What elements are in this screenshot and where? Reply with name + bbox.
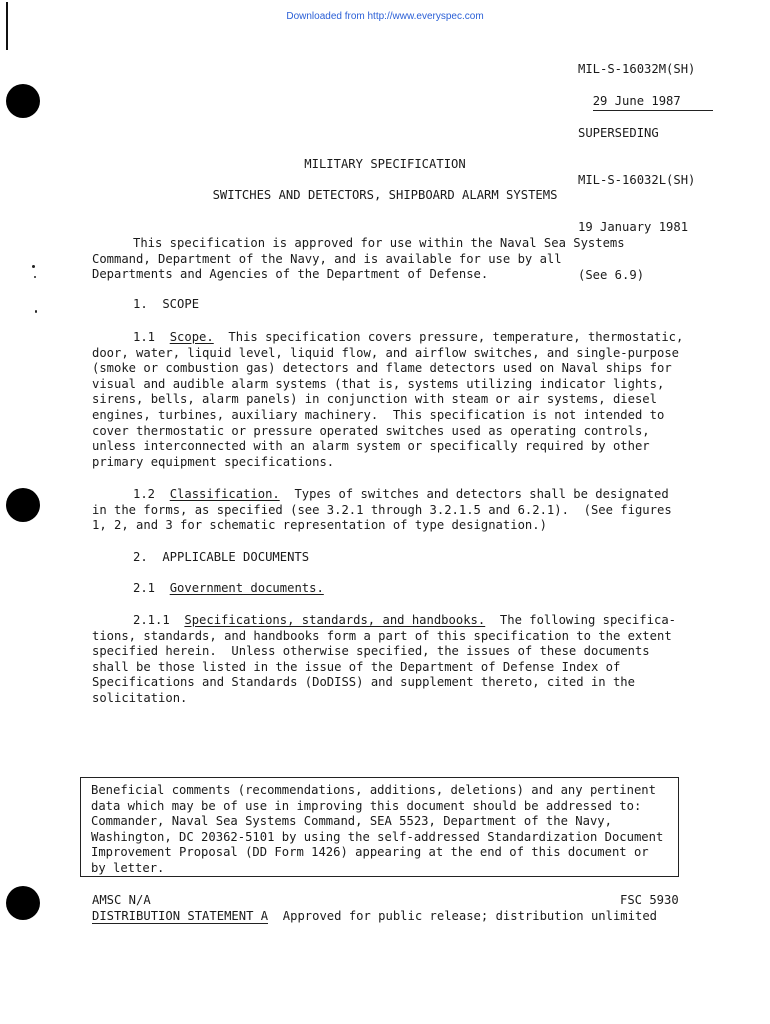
approval-statement [92,236,753,283]
fsc-code: FSC 5930 [620,893,679,907]
approval-line: This specification is approved for use within the Naval Sea Systems [133,236,625,250]
superseded-number: MIL-S-16032L(SH) [578,173,696,188]
comments-line: Washington, DC 20362-5101 by using the self-addressed Standardization Document [91,829,664,844]
section-number: 1.1 [133,330,156,344]
section-line: in the forms, as specified (see 3.2.1 through 3.2.1.5 and 6.2.1). (See figures [92,502,672,517]
see-note: (See 6.9) [578,267,645,282]
comments-box [80,777,679,877]
scan-speck [35,310,37,313]
superseded-date: 19 January 1981 [578,220,689,235]
section-line: Specifications and Standards (DoDISS) and supplement thereto, cited in the [92,675,635,690]
section-line: specified herein. Unless otherwise specified, the issues of these documents [92,644,650,659]
approval-line: Command, Department of the Navy, and is available for use by all [92,251,562,266]
section-text: The following specifica- [485,613,676,627]
distribution-label: DISTRIBUTION STATEMENT A [92,909,269,923]
distribution-statement [92,909,657,925]
section-title: Government documents. [169,581,324,595]
scan-margin-line [6,2,8,50]
section-line: visual and audible alarm systems (that is, systems utilizing indicator lights, [92,376,665,391]
section-line: shall be those listed in the issue of the Department of Defense Index of [92,659,621,674]
comments-line: by letter. [91,860,165,875]
section-line: 1, 2, and 3 for schematic representation of type designation.) [92,518,547,533]
comments-line: data which may be of use in improving this document should be addressed to: [91,798,642,813]
section-text: Types of switches and detectors shall be designated [279,487,669,501]
section-1-1 [92,330,712,470]
section-line: primary equipment specifications. [92,454,335,469]
section-line: (smoke or combustion gas) detectors and flame detectors used on Naval ships for [92,361,672,376]
document-number: MIL-S-16032M(SH) [578,62,696,77]
scan-speck [34,276,36,278]
scan-speck [32,265,35,268]
section-1-2 [92,487,712,534]
section-text: This specification covers pressure, temperature, thermostatic, [213,330,684,344]
approval-line: Departments and Agencies of the Department of Defense. [92,267,489,282]
section-title: Classification. [169,487,280,501]
document-date: 29 June 1987 [593,94,713,111]
section-line: tions, standards, and handbooks form a part of this specification to the extent [92,628,672,643]
punch-hole-middle [6,488,40,522]
distribution-text: Approved for public release; distribution unlimited [268,909,657,923]
download-source-link[interactable]: Downloaded from http://www.everyspec.com [286,11,484,22]
section-1-heading: 1. SCOPE [133,297,200,311]
section-line: door, water, liquid level, liquid flow, and airflow switches, and single-purpose [92,345,679,360]
section-2-1 [133,581,324,597]
document-subtitle: SWITCHES AND DETECTORS, SHIPBOARD ALARM SYSTEMS [212,188,558,202]
comments-line: Beneficial comments (recommendations, additions, deletions) and any pertinent [91,783,656,797]
document-title: MILITARY SPECIFICATION [304,157,466,171]
section-2-heading: 2. APPLICABLE DOCUMENTS [133,550,310,564]
superseding-label: SUPERSEDING [578,126,659,141]
section-number: 2.1 [133,581,156,595]
punch-hole-bottom [6,886,40,920]
section-2-1-1 [92,613,712,707]
comments-line: Improvement Proposal (DD Form 1426) appearing at the end of this document or [91,845,649,860]
section-line: sirens, bells, alarm panels) in conjunction with steam or air systems, diesel [92,392,657,407]
section-title: Specifications, standards, and handbooks. [184,613,486,627]
section-line: cover thermostatic or pressure operated switches used as operating controls, [92,423,650,438]
amsc-code: AMSC N/A [92,893,151,907]
section-line: engines, turbines, auxiliary machinery. This specification is not intended to [92,407,665,422]
punch-hole-top [6,84,40,118]
section-number: 2.1.1 [133,613,170,627]
section-number: 1.2 [133,487,156,501]
section-line: solicitation. [92,690,188,705]
section-line: unless interconnected with an alarm system or specifically required by other [92,439,650,454]
comments-line: Commander, Naval Sea Systems Command, SEA 5523, Department of the Navy, [91,814,612,829]
section-title: Scope. [169,330,214,344]
